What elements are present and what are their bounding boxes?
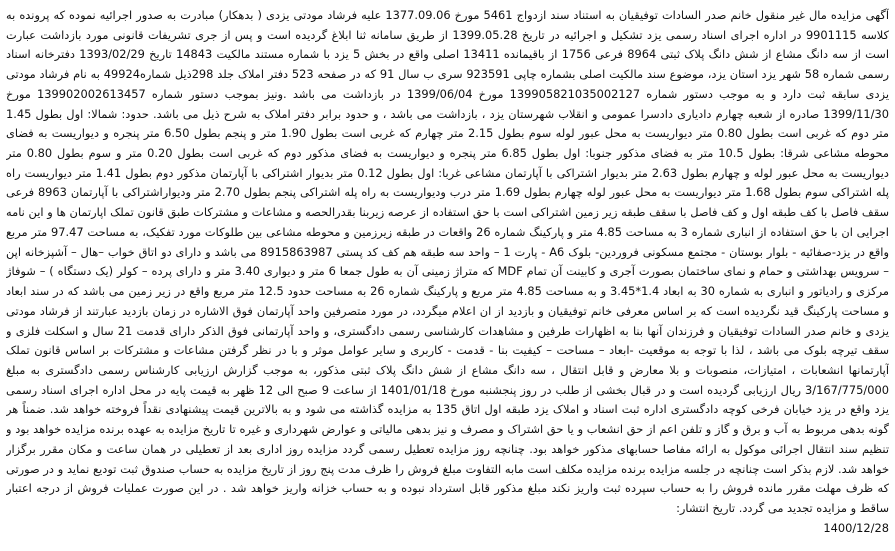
notice-body: آگهی مزایده مال غیر منقول خانم صدر السادات توفیقیان به استناد سند ازدواج 5461 مورخ 1377.09.06 علیه فرشاد مودتی یزدی ( بدهکار) مبادرت به صدور اجرائیه نموده که پرونده به کلاسه 9901115 در اداره اجرای اسناد رسمی یزد تشکیل و اجرائیه در تاریخ 1399.05.28 از طریق سامانه ثنا ابلاغ گردیده است و پس از جری تشریفات قانونی مورد بازداشت عبارت است از سه دانگ مشاع از شش دانگ پلاک ثبتی 8964 فرعی 1756 از باقیمانده 13411 اصلی واقع در بخش 5 یزد با شماره مستند مالکیت 14843 تاریخ 1393/02/29 دفترخانه اسناد رسمی شماره 58 شهر یزد استان یزد، موضوع سند مالکیت اصلی بشماره چاپی 923591 سری ب سال 91 که در صفحه 523 دفتر املاک جلد 298ذیل شماره49924 به نام فرشاد مودتی یزدی سابقه ثبت دارد و به موجب دستور شماره 13990582103500212​7 مورخ 1399/06/04 در بازداشت می باشد .ونیز بموجب دستور شماره 13990​2002613457 مورخ 1399/11/30 صادره از شعبه چهارم دادیاری دادسرا عمومی و انقلاب شهرستان یزد ، بازداشت می باشد ، و حدود برابر دفتر املاک به شرح ذیل می باشد. حدود: شمالا: اول بطول 1.45 متر دوم که غربی است بطول 0.80 متر دیواریست به محل عبور لوله سوم بطول 2.15 متر چهارم که غربی است بطول 1.90 متر و پنجم بطول 6.50 متر پنجره و دیواریست به فضای محوطه مشاعی شرقا: بطول 10.5 متر به فضای مذکور جنوبا: اول بطول 6.85 متر پنجره و دیواریست به فضای مذکور دوم که غربی است بطول 0.20 متر و سوم بطول 0.80 متر دیواریست به محل عبور لوله و چهارم بطول 2.63 متر بدیوار اشتراکی با آپارتمان مشاعی غربا: اول بطول 0.12 متر بدیوار اشتراکی با آپارتمان مذکور دوم بطول 1.41 متر دیواریست راه پله اشتراکی سوم بطول 1.68 متر دیواریست به محل عبور لوله چهارم بطول 1.69 متر درب ودیواریست به راه پله اشتراکی پنجم بطول 2.70 متر ودیواراشتراکی با آپارتمان 8963 فرعی سقف فاصل با کف طبقه اول و کف فاصل با سقف طبقه زیر زمین اشتراکی است با حق استفاده از عرصه زیربنا بقدرالحصه و مشاعات و مشترکات طبق قانون تملک اپارتمان ها و این نامه اجرایی ان با حق استفاده از انباری شماره 3 به مساحت 4.85 متر و پارکینگ شماره 26 واقعات در طبقه زیرزمین و محوطه مشاعی بین طلوکات مورد تفکیک، به مساحت 97.47 متر مربع واقع در یزد-صفائیه - بلوار بوستان - مجتمع مسکونی فروردین- بلوک A6 - پارت 1 – واحد سه طبقه هم کف کد پستی 8915863987 می باشد و دارای دو اتاق خواب –هال – آشپزخانه اپن – سرویس بهداشتی و حمام و نمای ساختمان بصورت آجری و کابینت آن تمام MDF که متراژ زمینی آن به طول جمعا 6 متر و دیواری 3.40 متر و دارای پرده – کولر (یک دستگاه ) – شوفاژ مرکزی و رادیاتور و انباری به شماره 30 به ابعاد 1.4*3.45 و به مساحت 4.85 متر مربع و پارکینگ شماره 26 به مساحت حدود 12.5 متر مربع واقع در زیر زمین می باشد که در سند ابعاد و مساحت پارکینگ قید نگردیده است که بر اساس معرفی خانم توفیقیان و بازدید از ان اعلام میگردد، در مورد متصرفین واحد آپارتمان فوق الاشاره در زمان بازدید عبارتند از فرشاد مودتی یزدی و خانم صدر السادات توفیقیان و فرزندان آنها بنا به اظهارات طرفین و مشاهدات کارشناسی رسمی دادگستری، و واحد آپارتمانی فوق الذکر دارای قدمت 21 سال و اسکلت فلزی و سقف تیرچه بلوک می باشد ، لذا با توجه به موقعیت -ابعاد – مساحت – کیفیت بنا - قدمت - کاربری و سایر عوامل موثر و با در نظر گرفتن مشاعات و مشترکات بر اساس قانون تملک آپارتمانها انشعابات ، امتیازات، منصوبات و بلا معارض و قابل انتقال ، سه دانگ مشاع از شش دانگ پلاک ثبتی مذکور، به موجب گزارش ارزیابی کارشناس رسمی دادگستری به مبلغ 3/167/775/000 ریال ارزیابی گردیده است و در قبال بخشی از طلب در روز پنجشنبه مورخ 1401/01/18 از ساعت 9 صبح الی 12 ظهر به قیمت پایه در محل اداره اجرای اسناد رسمی یزد واقع در یزد خیابان فرخی کوچه دادگستری اداره ثبت اسناد و املاک یزد طبقه اول اتاق 135 به مزایده گذاشته می شود و به بالاترین قیمت پیشنهادی نقداً فروخته خواهد شد. ضمناً هر گونه بدهی مربوط به آب و برق و گاز و تلفن اعم از حق انشعاب و یا حق اشتراک و مصرف و نیز بدهی مالیاتی و عوارض شهرداری و غیره تا تاریخ مزایده به عهده برنده مزایده خواهد بود و تنظیم سند انتقال اجرائی موکول به ارائه مفاصا حسابهای مذکور خواهد بود. چنانچه روز مزایده تعطیل رسمی گردد مزایده روز اداری بعد از تعطیلی در همان ساعت و مکان مقرر برگزار خواهد شد. لازم بذکر است چنانچه در جلسه مزایده برنده مزایده مکلف است مابه التفاوت مبلغ فروش را ظرف مدت پنج روز از تاریخ مزایده به حساب صندوق ثبت تودیع نماید و در صورتی که ظرف مهلت مقرر مانده فروش را به حساب سپرده ثبت واریز نکند مبلغ مذکور قابل استرداد نبوده و به حساب خزانه واریز خواهد شد . در این صورت عملیات فروش از درجه اعتبار ساقط و مزایده تجدید می گردد. تاریخ انتشار: [6,8,889,515]
auction-notice [6,6,889,548]
publication-date: 1400/12/28 [823,520,889,535]
